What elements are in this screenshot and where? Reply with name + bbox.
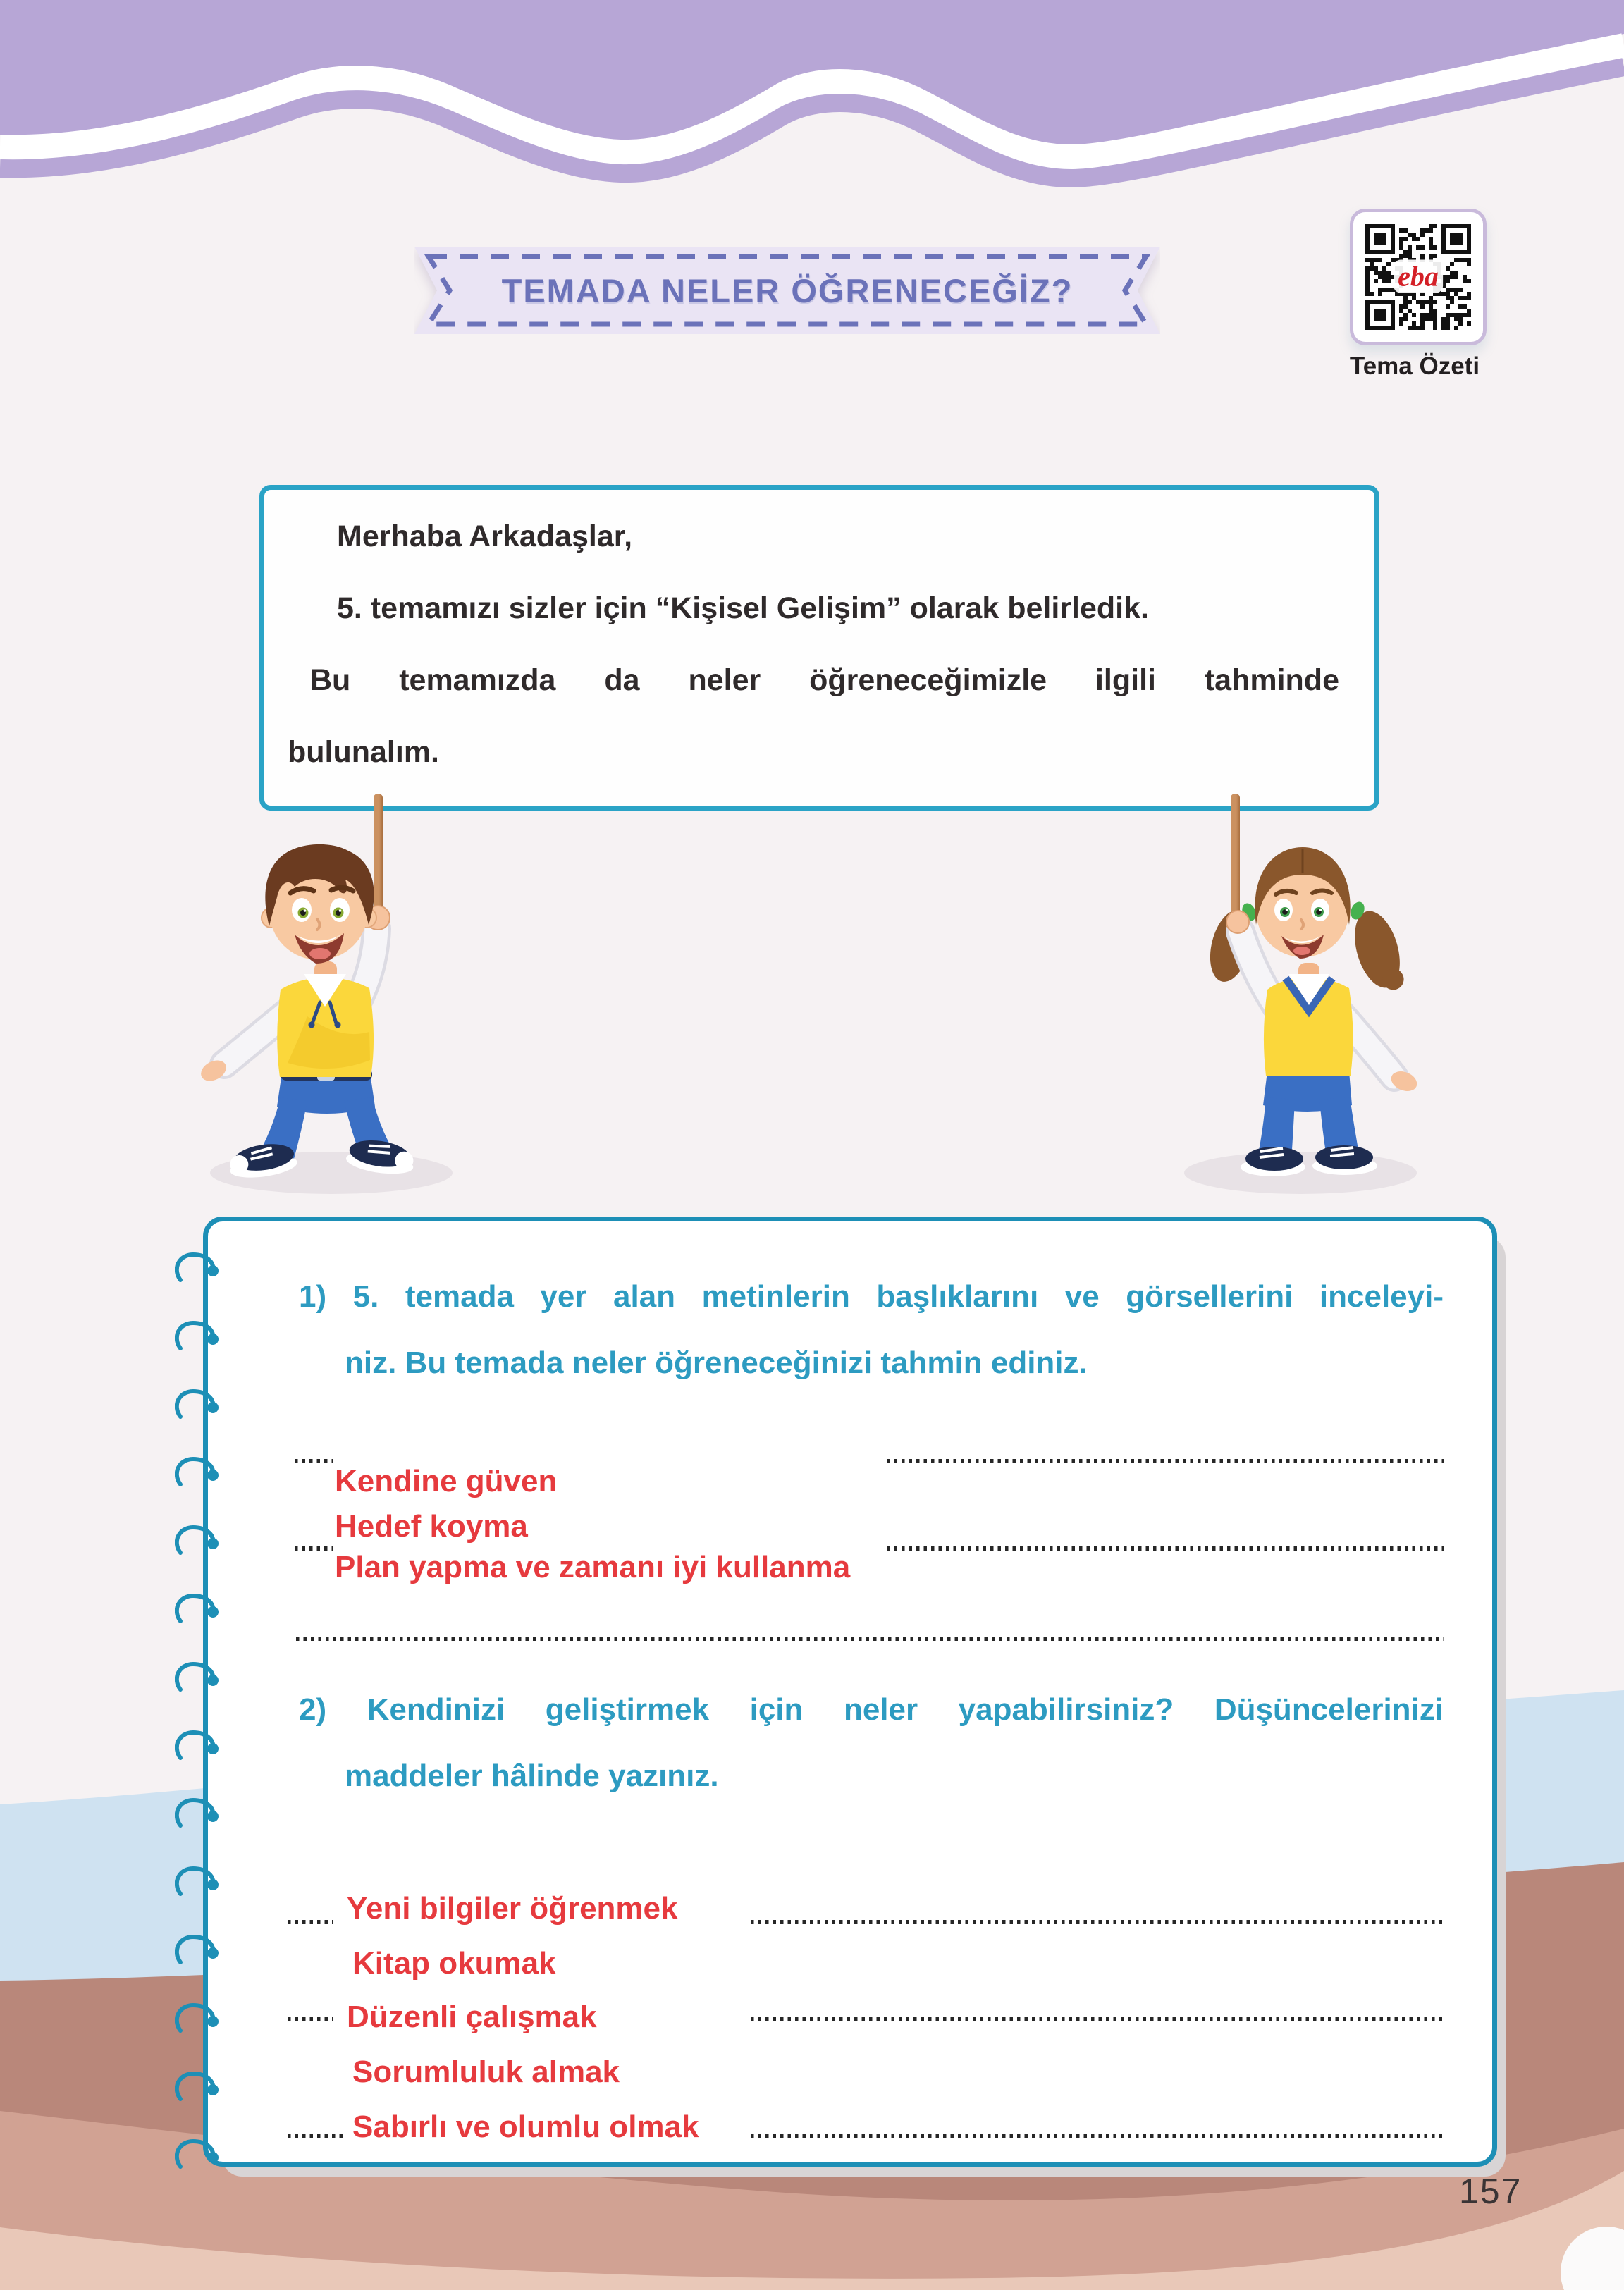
boy-illustration (169, 805, 500, 1200)
header-wave (0, 0, 1624, 211)
answer-line (288, 1920, 333, 1924)
question-2-line-2: maddeler hâlinde yazınız. (345, 1759, 719, 1793)
answer-q2-1: Yeni bilgiler öğrenmek (347, 1891, 678, 1926)
spiral-ring (175, 1453, 221, 1487)
spiral-ring (175, 1386, 221, 1420)
spiral-ring (175, 2000, 221, 2033)
speech-line-1: Merhaba Arkadaşlar, (337, 519, 633, 553)
answer-q1-2: Hedef koyma (335, 1509, 528, 1544)
spiral-ring (175, 1931, 221, 1965)
answer-line (295, 1546, 333, 1551)
answer-q2-5: Sabırlı ve olumlu olmak (352, 2110, 699, 2144)
spiral-ring (175, 1795, 221, 1828)
answer-line (887, 1459, 1444, 1463)
answer-q2-2: Kitap okumak (352, 1946, 556, 1981)
spiral-ring (175, 1317, 221, 1351)
eba-logo: eba (1394, 260, 1443, 293)
answer-line (751, 2134, 1444, 2138)
answer-line (887, 1546, 1444, 1551)
qr-caption: Tema Özeti (1349, 352, 1480, 380)
question-2-line-1: 2) Kendinizi geliştirmek için neler yapabilirsiniz? Düşüncelerinizi (299, 1692, 1444, 1727)
spiral-ring (175, 1863, 221, 1897)
answer-line (288, 2017, 333, 2021)
speech-line-3: Bu temamızda da neler öğreneceğimizle ilgili tahminde (310, 663, 1339, 697)
spiral-ring (175, 1522, 221, 1556)
page-number: 157 (1459, 2172, 1522, 2211)
qr-card (1350, 209, 1487, 345)
spiral-ring (175, 1249, 221, 1283)
speech-line-4: bulunalım. (288, 735, 439, 769)
answer-q1-3: Plan yapma ve zamanı iyi kullanma (335, 1550, 851, 1584)
spiral-ring (175, 1658, 221, 1692)
spiral-ring (175, 2068, 221, 2102)
answer-q2-4: Sorumluluk almak (352, 2055, 620, 2089)
speech-line-2: 5. temamızı sizler için “Kişisel Gelişim” olarak belirledik. (337, 591, 1149, 625)
spiral-ring (175, 1590, 221, 1624)
girl-illustration (1142, 805, 1452, 1200)
banner-title: TEMADA NELER ÖĞRENECEĞİZ? (501, 271, 1074, 309)
answer-line (295, 1459, 333, 1463)
banner-ribbon (414, 247, 1160, 334)
question-1-line-1: 1) 5. temada yer alan metinlerin başlıklarını ve görsellerini inceleyi- (299, 1279, 1444, 1314)
answer-q1-1: Kendine güven (335, 1464, 558, 1498)
answer-q2-3: Düzenli çalışmak (347, 2000, 597, 2034)
answer-line (288, 2134, 344, 2138)
question-1-line-2: niz. Bu temada neler öğreneceğinizi tahmin ediniz. (345, 1346, 1088, 1380)
answer-line (296, 1637, 1444, 1641)
spiral-ring (175, 1727, 221, 1761)
answer-line (751, 2017, 1444, 2021)
answer-line (751, 1920, 1444, 1924)
spiral-ring (175, 2136, 221, 2169)
